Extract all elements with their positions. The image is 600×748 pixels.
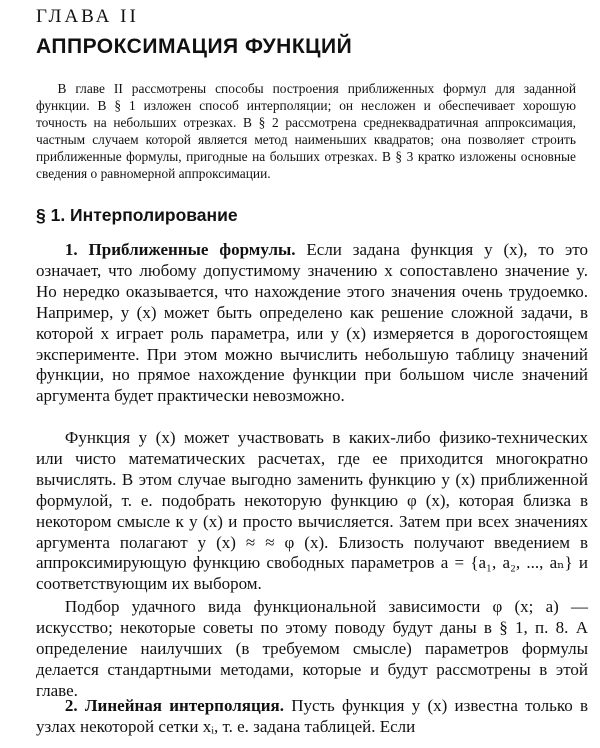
paragraph-heading: 1. Приближенные формулы. [64,240,296,259]
section-title: § 1. Интерполирование [36,205,238,225]
paragraph-linear-interpolation [36,696,588,738]
paragraph-text: Если задана функция y (x), то это означает, что любому допустимому значению x сопоставлено значение y. Но нередко оказывается, что нахождение этого значения очень трудоемко. Например, y (x) может быть определено как решение сложной задачи, в которой x играет роль параметра, или y (x) измеряется в дорогостоящем эксперименте. При этом можно вычислить небольшую таблицу значений функции, но прямое нахождение функции при большом числе значений аргумента будет практически невозможно. [36,240,588,406]
chapter-title: АППРОКСИМАЦИЯ ФУНКЦИЙ [36,35,353,58]
chapter-label: ГЛАВА II [36,6,139,27]
paragraph-text: Пусть функция y (x) известна только в узлах некоторой сетки xᵢ, т. е. задана таблицей. Если [36,696,588,736]
chapter-abstract: В главе II рассмотрены способы построения приближенных формул для заданной функции. В § 1 изложен способ интерполяции; он несложен и обеспечивает хорошую точность на небольших отрезках. В § 2 рассмотрена среднеквадратичная аппроксимация, частным случаем которой является метод наименьших квадратов; она позволяет строить приближенные формулы, пригодные на больших отрезках. В § 3 кратко изложены основные сведения о равномерной аппроксимации. [36,81,576,181]
paragraph-form-selection: Подбор удачного вида функциональной зависимости φ (x; a) — искусство; некоторые советы по этому поводу будут даны в § 1, п. 8. А определение наилучших (в требуемом смысле) параметров формулы делается стандартными методами, которые и будут рассмотрены в этой главе. [36,597,588,700]
paragraph-heading: 2. Линейная интерполяция. [64,696,285,715]
paragraph-function-usage: Функция y (x) может участвовать в каких-либо физико-технических или чисто математических расчетах, где ее приходится многократно вычислять. В этом случае выгодно заменить функцию y (x) приближенной формулой, т. е. подобрать некоторую функцию φ (x), которая близка в некотором смысле к y (x) и просто вычисляется. Затем при всех значениях аргумента полагают y (x) ≈ ≈ φ (x). Близость получают введением в аппроксимирующую функцию свободных параметров a = {a₁, a₂, ..., aₙ} и соответствующим их выбором. [36,428,588,594]
paragraph-approximate-formulas [36,240,588,407]
